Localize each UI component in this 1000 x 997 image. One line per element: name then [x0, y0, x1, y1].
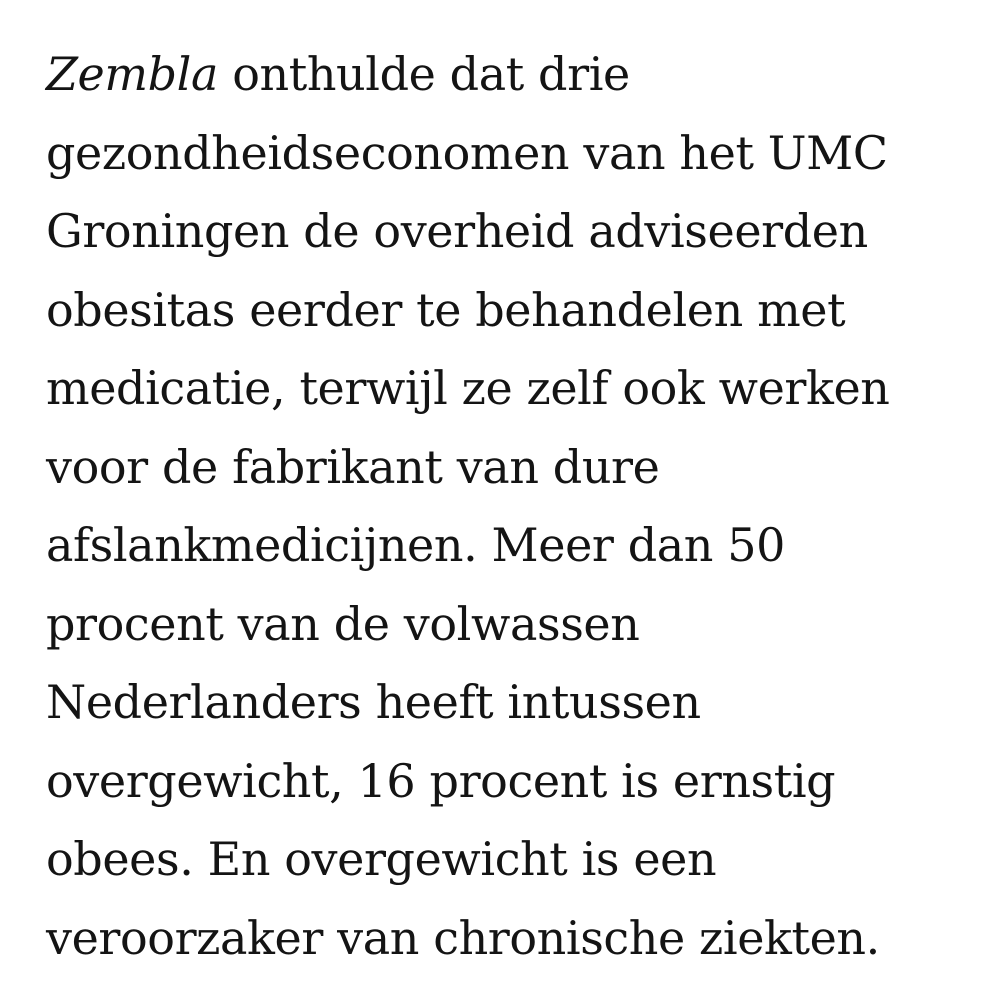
paragraph-line-7: afslankmedicijnen. Meer dan 50	[46, 518, 785, 572]
program-name: Zembla	[46, 47, 218, 101]
paragraph-line-12: veroorzaker van chronische ziekten.	[46, 910, 880, 965]
paragraph-line-8: procent van de volwassen	[46, 596, 640, 651]
paragraph-line-11: obees. En overgewicht is een	[46, 832, 717, 886]
paragraph-line-5: medicatie, terwijl ze zelf ook werken	[46, 361, 890, 415]
paragraph-line-9: Nederlanders heeft intussen	[46, 675, 701, 729]
paragraph-line-10: overgewicht, 16 procent is ernstig	[46, 753, 836, 808]
paragraph-line-3: Groningen de overheid adviseerden	[46, 204, 868, 258]
paragraph-line-6: voor de fabrikant van dure	[46, 439, 660, 494]
article-paragraph	[46, 35, 976, 977]
paragraph-line-2: gezondheidseconomen van het UMC	[46, 125, 888, 180]
paragraph-line-1	[46, 35, 976, 114]
paragraph-line-4: obesitas eerder te behandelen met	[46, 282, 846, 337]
paragraph-line-text: onthulde dat drie	[218, 47, 630, 101]
